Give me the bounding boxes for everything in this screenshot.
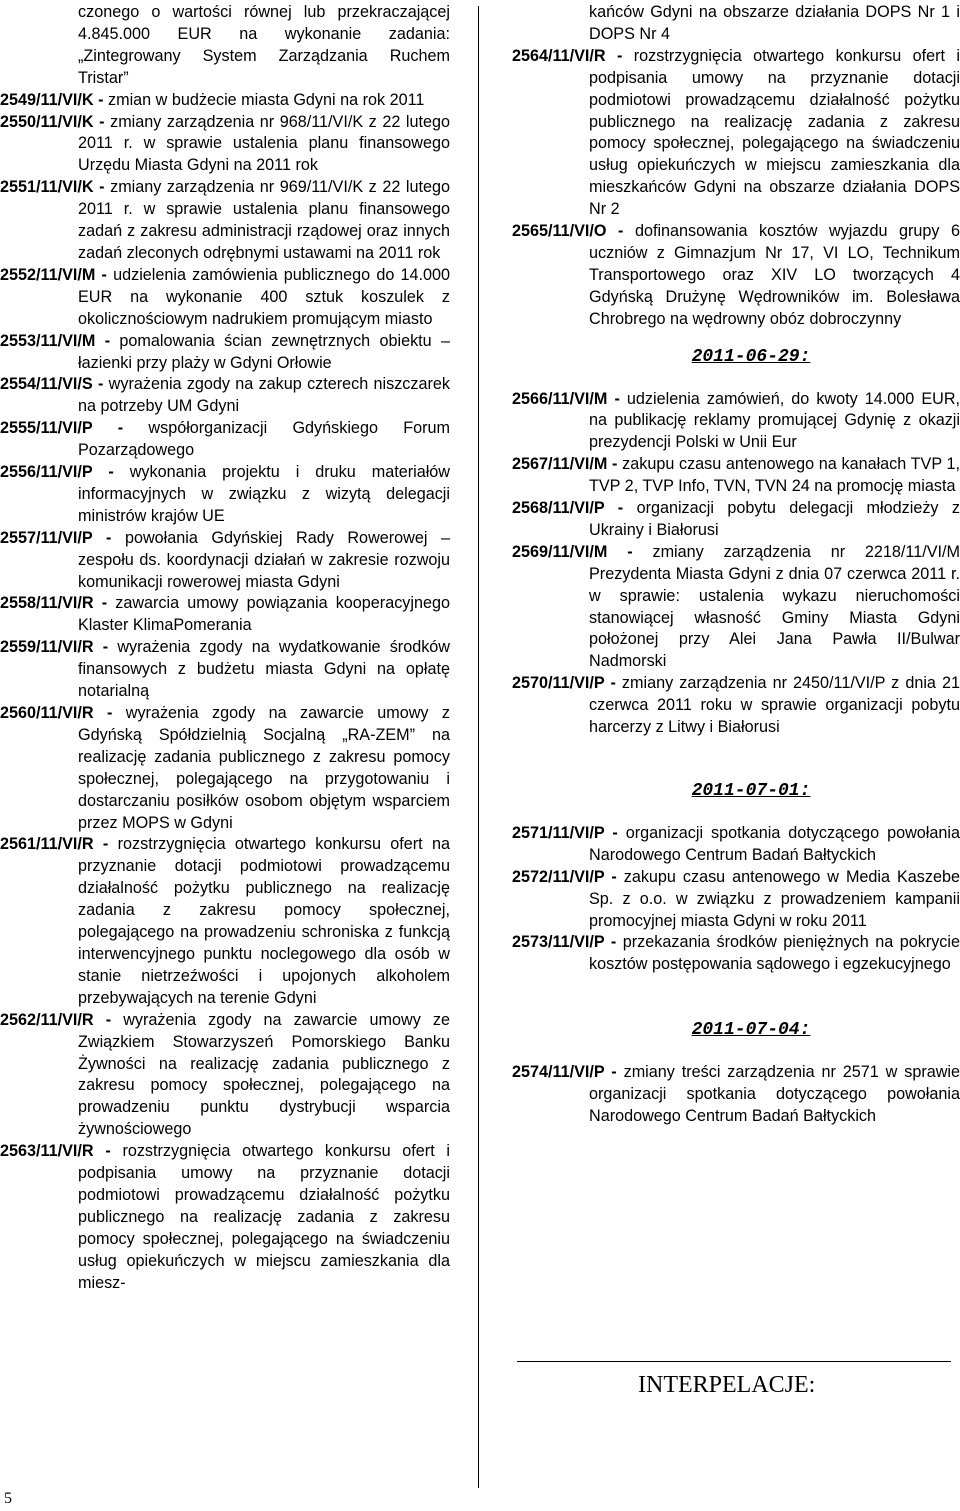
decision-text: zmiany treści zarządzenia nr 2571 w sprawie organizacji spotkania dotyczącego powołania Narodowego Centrum Badań Bałtyckich [589, 1063, 960, 1125]
decision-text: zakupu czasu antenowego w Media Kaszebe Sp. z o.o. w związku z prowadzeniem kampanii promocyjnej miasta Gdyni w roku 2011 [589, 867, 960, 930]
decision-text: dofinansowania kosztów wyjazdu grupy 6 uczniów z Gimnazjum Nr 17, VI LO, Technikum Transportowego oraz XIV LO tworzących 4 Gdyńską Drużynę Wędrowników im. Bolesława Chrobrego na wędrowny obóz dobroczynny [589, 222, 960, 328]
decision-code: 2557/11/VI/P - [0, 528, 112, 547]
decision-entry [0, 1010, 450, 1141]
section-rule [517, 1361, 951, 1362]
decision-entry [512, 823, 960, 867]
decision-entry [512, 1062, 960, 1128]
decision-text: zawarcia umowy powiązania kooperacyjnego Klaster KlimaPomerania [78, 594, 450, 635]
date-heading: 2011-07-01: [691, 781, 811, 801]
page-number: 5 [4, 1490, 12, 1507]
decision-entry [512, 867, 960, 933]
decision-entry [0, 112, 450, 178]
decision-code: 2571/11/VI/P - [512, 823, 618, 842]
decision-entry [0, 374, 450, 418]
decision-code: 2562/11/VI/R - [0, 1010, 112, 1029]
decision-text: zmiany zarządzenia nr 969/11/VI/K z 22 lutego 2011 r. w sprawie ustalenia planu finansowego zadań z zakresu administracji rządowej oraz innych zadań zleconych odrębnymi ustawami na 2011 rok [78, 178, 450, 262]
decision-entry [512, 221, 960, 331]
decision-entry [0, 593, 450, 637]
decision-code: 2560/11/VI/R - [0, 704, 113, 722]
column-divider [478, 6, 479, 1488]
decision-text: powołania Gdyńskiej Rady Rowerowej – zespołu ds. koordynacji działań w zakresie rozwoju komunikacji rowerowej miasta Gdyni [78, 528, 450, 591]
decision-code: 2566/11/VI/M - [512, 389, 620, 408]
decision-text: przekazania środków pieniężnych na pokrycie kosztów postępowania sądowego i egzekucyjnego [589, 933, 960, 974]
decision-code: 2572/11/VI/P - [512, 867, 617, 886]
decision-code: 2550/11/VI/K - [0, 112, 105, 131]
decision-text: rozstrzygnięcia otwartego konkursu ofert i podpisania umowy na przyznanie dotacji podmiotowi prowadzącemu działalność pożytku publicznego na realizację zadania z zakresu pomocy społecznej, polegającego na świadczeniu usług opiekuńczych w miejscu zamieszkania dla miesz- [78, 1142, 451, 1292]
decision-code: 2559/11/VI/R - [0, 638, 109, 657]
decision-text: współorganizacji Gdyńskiego Forum Pozarządowego [78, 419, 451, 460]
decision-entry [0, 90, 450, 112]
decision-text: wykonania projektu i druku materiałów informacyjnych w związku z wizytą delegacji ministrów krajów UE [78, 463, 450, 525]
decision-text: wyrażenia zgody na wydatkowanie środków finansowych z budżetu miasta Gdyni na opłatę notarialną [78, 638, 450, 701]
decision-text: zmiany zarządzenia nr 2218/11/VI/M Prezydenta Miasta Gdyni z dnia 07 czerwca 2011 r. w sprawie: ustalenia wykazu nieruchomości stanowiącej własność Gminy Miasta Gdyni położonej przy Alei Jana Pawła II/Bulwar Nadmorski [589, 542, 960, 671]
left-column [0, 2, 450, 1294]
decision-entry [0, 462, 450, 528]
decision-text: wyrażenia zgody na zakup czterech niszczarek na potrzeby UM Gdyni [78, 375, 450, 416]
date-heading: 2011-06-29: [691, 346, 811, 367]
decision-entry [512, 46, 960, 221]
continued-text: kańców Gdyni na obszarze działania DOPS Nr 1 i DOPS Nr 4 [589, 3, 960, 43]
decision-text: pomalowania ścian zewnętrznych obiektu – łazienki przy plaży w Gdyni Orłowie [78, 331, 450, 372]
decision-code: 2561/11/VI/R - [0, 835, 109, 854]
decision-code: 2558/11/VI/R - [0, 594, 108, 613]
decision-text: wyrażenia zgody na zawarcie umowy ze Związkiem Stowarzyszeń Pomorskiego Banku Żywności na realizację zadania publicznego z zakresu pomocy społecznej, polegającego na prowadzeniu punktu dystrybucji wsparcia żywnościowego [78, 1010, 451, 1139]
decision-code: 2568/11/VI/P - [512, 499, 624, 518]
decision-text: rozstrzygnięcia otwartego konkursu ofert na przyznanie dotacji podmiotowi prowadzącemu działalność pożytku publicznego na realizację zadania z zakresu pomocy społecznej, polegającego na prowadzeniu schroniska z funkcją interwencyjnego punktu noclegowego dla osób w stanie nietrzeźwości i upojonych alkoholem przebywających na terenie Gdyni [78, 835, 450, 1007]
decision-text: zmian w budżecie miasta Gdyni na rok 2011 [108, 90, 425, 109]
decision-text: wyrażenia zgody na zawarcie umowy z Gdyńską Spółdzielnią Socjalną „RA-ZEM” na realizację zadania publicznego z zakresu pomocy społecznej, polegającego na przygotowaniu i dostarczaniu posiłków osobom objętym wsparciem przez MOPS w Gdyni [78, 704, 450, 832]
entry-list-left [0, 90, 450, 1295]
decision-entry [0, 265, 450, 331]
decision-text: organizacji pobytu delegacji młodzieży z Ukrainy i Białorusi [589, 499, 960, 539]
entry-list-right-b [512, 389, 960, 740]
decision-entry [0, 703, 450, 834]
decision-entry [0, 1141, 450, 1294]
decision-text: organizacji spotkania dotyczącego powołania Narodowego Centrum Badań Bałtyckich [589, 823, 960, 864]
decision-entry [512, 389, 960, 455]
decision-code: 2556/11/VI/P - [0, 463, 114, 482]
decision-entry [512, 542, 960, 673]
decision-code: 2555/11/VI/P - [0, 419, 124, 438]
decision-entry [512, 932, 960, 976]
decision-code: 2565/11/VI/O - [512, 222, 624, 241]
decision-text: zmiany zarządzenia nr 2450/11/VI/P z dnia 21 czerwca 2011 roku w sprawie organizacji pobytu harcerzy z Litwy i Białorusi [589, 674, 960, 737]
entry-list-right-d [512, 1062, 960, 1128]
decision-text: udzielenia zamówienia publicznego do 14.000 EUR na wykonanie 400 sztuk koszulek z okolicznościowym nadrukiem promującym miasto [78, 265, 450, 328]
decision-code: 2549/11/VI/K - [0, 90, 104, 109]
decision-text: zakupu czasu antenowego na kanałach TVP 1, TVP 2, TVP Info, TVN, TVN 24 na promocję miasta [589, 455, 960, 496]
date-heading: 2011-07-04: [691, 1020, 811, 1041]
decision-entry [512, 498, 960, 542]
decision-code: 2574/11/VI/P - [512, 1063, 617, 1082]
decision-text: udzielenia zamówień, do kwoty 14.000 EUR, na publikację reklamy promującej Gdynię z okazji prezydencji Polski w Unii Eur [589, 389, 960, 452]
right-column [512, 2, 960, 1128]
decision-code: 2573/11/VI/P - [512, 933, 617, 952]
decision-entry [0, 177, 450, 265]
decision-text: zmiany zarządzenia nr 968/11/VI/K z 22 lutego 2011 r. w sprawie ustalenia planu finansowego Urzędu Miasta Gdyni na 2011 rok [78, 112, 450, 175]
decision-code: 2551/11/VI/K - [0, 178, 105, 197]
decision-entry [512, 454, 960, 498]
decision-text: rozstrzygnięcia otwartego konkursu ofert i podpisania umowy na przyznanie dotacji podmiotowi prowadzącemu działalność pożytku publicznego na realizację zadania z zakresu pomocy społecznej, polegającego na świadczeniu usług opiekuńczych w miejscu zamieszkania dla mieszkańców Gdyni na obszarze działania DOPS Nr 2 [589, 46, 960, 219]
decision-entry [512, 673, 960, 739]
decision-code: 2553/11/VI/M - [0, 331, 111, 350]
decision-code: 2554/11/VI/S - [0, 375, 104, 394]
decision-entry [0, 331, 450, 375]
decision-entry [0, 418, 450, 462]
continued-text: czonego o wartości równej lub przekraczającej 4.845.000 EUR na wykonanie zadania: „Zintegrowany System Zarządzania Ruchem Tristar” [78, 3, 450, 87]
decision-entry [0, 637, 450, 703]
entry-list-right-a [512, 46, 960, 331]
decision-entry [0, 528, 450, 594]
decision-code: 2563/11/VI/R - [0, 1142, 111, 1161]
decision-code: 2570/11/VI/P - [512, 674, 616, 693]
decision-entry [0, 834, 450, 1009]
section-heading: INTERPELACJE: [638, 1372, 816, 1398]
decision-code: 2564/11/VI/R - [512, 46, 623, 65]
decision-code: 2552/11/VI/M - [0, 265, 107, 284]
entry-list-right-c [512, 823, 960, 976]
decision-code: 2567/11/VI/M - [512, 455, 618, 474]
decision-code: 2569/11/VI/M - [512, 542, 633, 561]
